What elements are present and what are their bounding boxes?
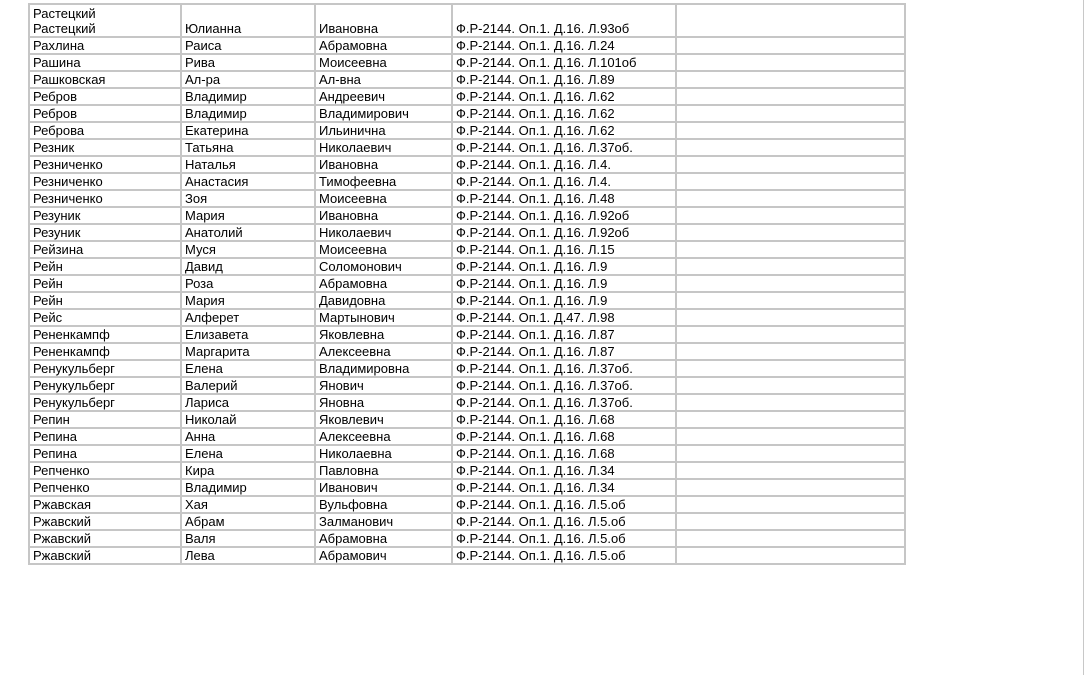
surname-cell: Ржавский	[29, 530, 181, 547]
name-cell: Лева	[181, 547, 315, 564]
patronymic-cell: Моисеевна	[315, 190, 452, 207]
note-cell	[676, 462, 905, 479]
table-row	[29, 326, 905, 343]
table-row	[29, 513, 905, 530]
note-cell	[676, 343, 905, 360]
name-cell: Валерий	[181, 377, 315, 394]
patronymic-cell: Иванович	[315, 479, 452, 496]
records-table-body	[29, 4, 905, 564]
archive-reference-cell: Ф.Р-2144. Оп.1. Д.16. Л.5.об	[452, 547, 676, 564]
name-cell: Владимир	[181, 88, 315, 105]
note-cell	[676, 326, 905, 343]
table-row	[29, 445, 905, 462]
archive-reference-cell: Ф.Р-2144. Оп.1. Д.16. Л.62	[452, 88, 676, 105]
patronymic-cell: Алексеевна	[315, 428, 452, 445]
name-cell: Абрам	[181, 513, 315, 530]
archive-reference-cell: Ф.Р-2144. Оп.1. Д.16. Л.93об	[452, 4, 676, 37]
patronymic-cell: Владимировна	[315, 360, 452, 377]
archive-reference-cell: Ф.Р-2144. Оп.1. Д.47. Л.98	[452, 309, 676, 326]
name-cell: Кира	[181, 462, 315, 479]
surname-cell: Рашина	[29, 54, 181, 71]
note-cell	[676, 105, 905, 122]
table-row	[29, 4, 905, 37]
note-cell	[676, 445, 905, 462]
table-row	[29, 411, 905, 428]
surname-cell	[29, 4, 181, 37]
table-row	[29, 292, 905, 309]
table-row	[29, 207, 905, 224]
archive-reference-cell: Ф.Р-2144. Оп.1. Д.16. Л.4.	[452, 173, 676, 190]
table-row	[29, 37, 905, 54]
archive-reference-cell: Ф.Р-2144. Оп.1. Д.16. Л.37об.	[452, 139, 676, 156]
note-cell	[676, 428, 905, 445]
table-row	[29, 547, 905, 564]
table-row	[29, 394, 905, 411]
table-row	[29, 190, 905, 207]
name-cell: Хая	[181, 496, 315, 513]
patronymic-cell: Андреевич	[315, 88, 452, 105]
table-row	[29, 428, 905, 445]
surname-cell: Ребров	[29, 105, 181, 122]
surname-cell: Резуник	[29, 207, 181, 224]
surname-cell: Рашковская	[29, 71, 181, 88]
patronymic-cell: Тимофеевна	[315, 173, 452, 190]
archive-reference-cell: Ф.Р-2144. Оп.1. Д.16. Л.62	[452, 122, 676, 139]
table-row	[29, 105, 905, 122]
surname-cell: Рейзина	[29, 241, 181, 258]
surname-cell: Рейс	[29, 309, 181, 326]
patronymic-cell: Яковлевна	[315, 326, 452, 343]
note-cell	[676, 394, 905, 411]
archive-reference-cell: Ф.Р-2144. Оп.1. Д.16. Л.9	[452, 275, 676, 292]
patronymic-cell: Алексеевна	[315, 343, 452, 360]
note-cell	[676, 547, 905, 564]
archive-reference-cell: Ф.Р-2144. Оп.1. Д.16. Л.92об	[452, 224, 676, 241]
name-cell: Татьяна	[181, 139, 315, 156]
note-cell	[676, 71, 905, 88]
patronymic-cell: Яковлевич	[315, 411, 452, 428]
patronymic-cell: Ильинична	[315, 122, 452, 139]
name-cell: Лариса	[181, 394, 315, 411]
patronymic-cell: Давидовна	[315, 292, 452, 309]
surname-cell: Рейн	[29, 292, 181, 309]
note-cell	[676, 411, 905, 428]
note-cell	[676, 37, 905, 54]
table-row	[29, 343, 905, 360]
surname-cell: Рейн	[29, 275, 181, 292]
archive-reference-cell: Ф.Р-2144. Оп.1. Д.16. Л.89	[452, 71, 676, 88]
note-cell	[676, 479, 905, 496]
patronymic-cell: Моисеевна	[315, 241, 452, 258]
surname-text: Растецкий	[33, 21, 96, 36]
patronymic-cell: Ивановна	[315, 4, 452, 37]
name-cell: Наталья	[181, 156, 315, 173]
archive-reference-cell: Ф.Р-2144. Оп.1. Д.16. Л.62	[452, 105, 676, 122]
patronymic-cell: Абрамович	[315, 547, 452, 564]
archive-reference-cell: Ф.Р-2144. Оп.1. Д.16. Л.48	[452, 190, 676, 207]
name-cell: Екатерина	[181, 122, 315, 139]
name-cell: Елена	[181, 360, 315, 377]
note-cell	[676, 360, 905, 377]
table-row	[29, 173, 905, 190]
archive-reference-cell: Ф.Р-2144. Оп.1. Д.16. Л.87	[452, 343, 676, 360]
archive-reference-cell: Ф.Р-2144. Оп.1. Д.16. Л.4.	[452, 156, 676, 173]
archive-reference-cell: Ф.Р-2144. Оп.1. Д.16. Л.101об	[452, 54, 676, 71]
name-cell: Зоя	[181, 190, 315, 207]
archive-reference-cell: Ф.Р-2144. Оп.1. Д.16. Л.68	[452, 445, 676, 462]
table-row	[29, 122, 905, 139]
surname-cell: Резниченко	[29, 190, 181, 207]
surname-continuation-text: Растецкий	[33, 6, 96, 21]
name-cell: Маргарита	[181, 343, 315, 360]
patronymic-cell: Абрамовна	[315, 530, 452, 547]
name-cell: Анна	[181, 428, 315, 445]
note-cell	[676, 156, 905, 173]
surname-cell: Рененкампф	[29, 326, 181, 343]
archive-reference-cell: Ф.Р-2144. Оп.1. Д.16. Л.5.об	[452, 496, 676, 513]
surname-cell: Рейн	[29, 258, 181, 275]
table-row	[29, 275, 905, 292]
patronymic-cell: Ивановна	[315, 207, 452, 224]
table-row	[29, 479, 905, 496]
patronymic-cell: Мартынович	[315, 309, 452, 326]
archive-reference-cell: Ф.Р-2144. Оп.1. Д.16. Л.68	[452, 411, 676, 428]
note-cell	[676, 224, 905, 241]
table-row	[29, 241, 905, 258]
note-cell	[676, 275, 905, 292]
table-row	[29, 309, 905, 326]
records-table	[28, 3, 906, 565]
surname-cell: Репченко	[29, 462, 181, 479]
archive-reference-cell: Ф.Р-2144. Оп.1. Д.16. Л.92об	[452, 207, 676, 224]
surname-cell: Рахлина	[29, 37, 181, 54]
table-row	[29, 71, 905, 88]
table-row	[29, 156, 905, 173]
surname-cell: Репин	[29, 411, 181, 428]
note-cell	[676, 377, 905, 394]
name-cell: Анастасия	[181, 173, 315, 190]
note-cell	[676, 139, 905, 156]
note-cell	[676, 190, 905, 207]
patronymic-cell: Яновна	[315, 394, 452, 411]
archive-reference-cell: Ф.Р-2144. Оп.1. Д.16. Л.34	[452, 479, 676, 496]
patronymic-cell: Абрамовна	[315, 37, 452, 54]
archive-reference-cell: Ф.Р-2144. Оп.1. Д.16. Л.37об.	[452, 394, 676, 411]
patronymic-cell: Павловна	[315, 462, 452, 479]
patronymic-cell: Владимирович	[315, 105, 452, 122]
note-cell	[676, 496, 905, 513]
archive-reference-cell: Ф.Р-2144. Оп.1. Д.16. Л.9	[452, 258, 676, 275]
archive-reference-cell: Ф.Р-2144. Оп.1. Д.16. Л.37об.	[452, 377, 676, 394]
patronymic-cell: Николаевич	[315, 139, 452, 156]
archive-reference-cell: Ф.Р-2144. Оп.1. Д.16. Л.15	[452, 241, 676, 258]
table-row	[29, 224, 905, 241]
note-cell	[676, 513, 905, 530]
archive-reference-cell: Ф.Р-2144. Оп.1. Д.16. Л.68	[452, 428, 676, 445]
note-cell	[676, 258, 905, 275]
note-cell	[676, 173, 905, 190]
patronymic-cell: Залманович	[315, 513, 452, 530]
note-cell	[676, 88, 905, 105]
archive-reference-cell: Ф.Р-2144. Оп.1. Д.16. Л.5.об	[452, 530, 676, 547]
name-cell: Алферет	[181, 309, 315, 326]
archive-reference-cell: Ф.Р-2144. Оп.1. Д.16. Л.34	[452, 462, 676, 479]
patronymic-cell: Николаевич	[315, 224, 452, 241]
table-row	[29, 360, 905, 377]
patronymic-cell: Моисеевна	[315, 54, 452, 71]
patronymic-cell: Ал-вна	[315, 71, 452, 88]
name-cell: Муся	[181, 241, 315, 258]
surname-cell: Резниченко	[29, 156, 181, 173]
surname-cell: Ренукульберг	[29, 394, 181, 411]
name-cell: Владимир	[181, 479, 315, 496]
surname-cell: Ржавский	[29, 513, 181, 530]
surname-cell: Ребров	[29, 88, 181, 105]
surname-cell: Реброва	[29, 122, 181, 139]
note-cell	[676, 530, 905, 547]
note-cell	[676, 54, 905, 71]
table-row	[29, 496, 905, 513]
archive-reference-cell: Ф.Р-2144. Оп.1. Д.16. Л.24	[452, 37, 676, 54]
note-cell	[676, 207, 905, 224]
note-cell	[676, 4, 905, 37]
note-cell	[676, 309, 905, 326]
name-cell: Анатолий	[181, 224, 315, 241]
table-row	[29, 88, 905, 105]
note-cell	[676, 292, 905, 309]
table-row	[29, 462, 905, 479]
name-cell: Давид	[181, 258, 315, 275]
archive-reference-cell: Ф.Р-2144. Оп.1. Д.16. Л.37об.	[452, 360, 676, 377]
surname-cell: Репченко	[29, 479, 181, 496]
name-cell: Рива	[181, 54, 315, 71]
surname-cell: Ренукульберг	[29, 377, 181, 394]
table-row	[29, 377, 905, 394]
table-row	[29, 139, 905, 156]
surname-cell: Ржавский	[29, 547, 181, 564]
archive-reference-cell: Ф.Р-2144. Оп.1. Д.16. Л.9	[452, 292, 676, 309]
patronymic-cell: Абрамовна	[315, 275, 452, 292]
patronymic-cell: Николаевна	[315, 445, 452, 462]
name-cell: Мария	[181, 292, 315, 309]
table-row	[29, 258, 905, 275]
patronymic-cell: Янович	[315, 377, 452, 394]
archive-reference-cell: Ф.Р-2144. Оп.1. Д.16. Л.87	[452, 326, 676, 343]
archive-reference-cell: Ф.Р-2144. Оп.1. Д.16. Л.5.об	[452, 513, 676, 530]
name-cell: Раиса	[181, 37, 315, 54]
surname-cell: Резуник	[29, 224, 181, 241]
surname-cell: Резник	[29, 139, 181, 156]
patronymic-cell: Вульфовна	[315, 496, 452, 513]
table-row	[29, 54, 905, 71]
table-row	[29, 530, 905, 547]
name-cell: Ал-ра	[181, 71, 315, 88]
surname-cell: Репина	[29, 445, 181, 462]
note-cell	[676, 241, 905, 258]
name-cell: Юлианна	[181, 4, 315, 37]
patronymic-cell: Соломонович	[315, 258, 452, 275]
patronymic-cell: Ивановна	[315, 156, 452, 173]
surname-cell: Репина	[29, 428, 181, 445]
surname-cell: Ржавская	[29, 496, 181, 513]
name-cell: Мария	[181, 207, 315, 224]
name-cell: Николай	[181, 411, 315, 428]
name-cell: Владимир	[181, 105, 315, 122]
surname-cell: Рененкампф	[29, 343, 181, 360]
note-cell	[676, 122, 905, 139]
name-cell: Роза	[181, 275, 315, 292]
surname-cell: Резниченко	[29, 173, 181, 190]
name-cell: Елена	[181, 445, 315, 462]
name-cell: Елизавета	[181, 326, 315, 343]
surname-cell: Ренукульберг	[29, 360, 181, 377]
name-cell: Валя	[181, 530, 315, 547]
